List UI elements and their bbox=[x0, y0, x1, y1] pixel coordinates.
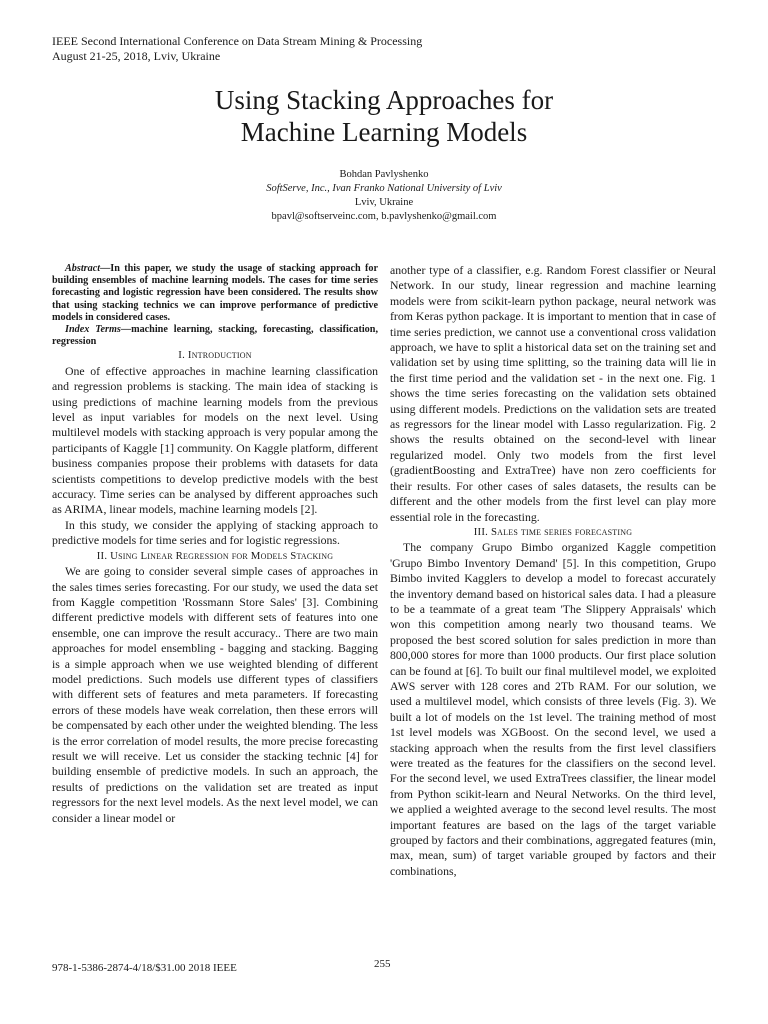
section-title: Using Linear Regression for Models Stacking bbox=[110, 549, 334, 562]
author-email: bpavl@softserveinc.com, b.pavlyshenko@gmail.com bbox=[271, 211, 497, 222]
paper-title bbox=[0, 84, 768, 148]
author-location: Lviv, Ukraine bbox=[354, 197, 414, 208]
page-number: 255 bbox=[374, 958, 391, 970]
section-title: Sales time series forecasting bbox=[490, 525, 633, 538]
index-terms bbox=[52, 324, 378, 348]
author-affiliation: SoftServe, Inc., Ivan Franko National University of Lviv bbox=[266, 183, 502, 194]
paragraph: One of effective approaches in machine learning classification and regression problems is stacking. The main idea of stacking is using predictions of machine learning models from the previous level as input variables for models on the next level. Using multilevel models with stacking approach is very popular among the participants of Kaggle [1] community. On Kaggle platform, different business companies propose their problems with datasets for data scientists competitions to develop predictive models with the best accuracy. Time series can be analysed by different approaches such as ARIMA, linear models, machine learning models [2]. bbox=[52, 363, 378, 517]
author-name: Bohdan Pavlyshenko bbox=[339, 169, 429, 180]
left-column bbox=[52, 263, 378, 826]
section-heading-3 bbox=[390, 525, 716, 540]
author-block bbox=[0, 168, 768, 224]
section-heading-2 bbox=[52, 549, 378, 564]
abstract-text: —In this paper, we study the usage of stacking approach for building ensembles of machine learning models. The cases for time series forecasting and logistic regression have been considered. The results show that using stacking technics we can improve performance of predictive models in considered cases. bbox=[52, 263, 378, 323]
title-line-2: Machine Learning Models bbox=[240, 117, 528, 147]
conference-name: IEEE Second International Conference on Data Stream Mining & Processing bbox=[52, 34, 423, 48]
right-column bbox=[390, 263, 716, 879]
conference-header bbox=[52, 34, 422, 64]
index-terms-text: —machine learning, stacking, forecasting, classification, regression bbox=[52, 324, 378, 348]
section-heading-1 bbox=[52, 348, 378, 363]
footer-isbn: 978-1-5386-2874-4/18/$31.00 2018 IEEE bbox=[52, 962, 237, 974]
abstract-label: Abstract bbox=[65, 263, 101, 274]
title-line-1: Using Stacking Approaches for bbox=[214, 85, 554, 115]
index-terms-label: Index Terms bbox=[65, 324, 121, 336]
paragraph: We are going to consider several simple cases of approaches in the sales times series forecasting. For our study, we used the data set from Kaggle competition 'Rossmann Store Sales' [3]. Combining different predictive models with different sets of features into one ensemble, one can improve the result accuracy.. There are two main approaches for model ensembling - bagging and stacking. Bagging is a simple approach when we use weighted blending of different model predictions. Such models use different types of classifiers with different sets of features and meta parameters. If forecasting errors of these models have weak correlation, then these errors will be compensated by each other under the weighted blending. The less is the error correlation of model results, the more precise forecasting result we will receive. Let us consider the stacking technic [4] for building ensemble of predictive models. In such an approach, the results of predictions on the validation set are treated as input regressors for the next level models. As the next level model, we can consider a linear model or bbox=[52, 564, 378, 825]
paragraph: The company Grupo Bimbo organized Kaggle competition 'Grupo Bimbo Inventory Demand' [5]. In this competition, Grupo Bimbo invited Kagglers to develop a model to forecast accurately the inventory demand based on historical sales data. I had a pleasure to be a teammate of a great team 'The Slippery Appraisals' which won this competition among nearly two thousand teams. We proposed the best scored solution for sales prediction in more than 800,000 stores for more than 1000 products. Our first place solution can be found at [6]. To built our final multilevel model, we exploited AWS server with 128 cores and 2Tb RAM. For our solution, we used a multilevel model, which consists of three levels (Fig. 3). We built a lot of models on the 1st level. The training method of most 1st level models was XGBoost. On the second level, we used a stacking approach when the results from the first level classifiers were treated as the features for the classifiers on the second level. For the second level, we used ExtraTrees classifier, the linear model from Python scikit-learn and Neural Networks. On the third level, we applied a weighted average to the second level results. The most important features are based on the lags of the target variable grouped by factors and their combinations, aggregated features (min, max, mean, sum) of target variable grouped by factors and their combinations, bbox=[390, 540, 716, 878]
section-number: III. bbox=[473, 525, 489, 538]
abstract bbox=[52, 263, 378, 324]
section-number: I. bbox=[178, 349, 185, 362]
paragraph: In this study, we consider the applying of stacking approach to predictive models for time series and for logistic regressions. bbox=[52, 517, 378, 548]
paragraph-continued: another type of a classifier, e.g. Random Forest classifier or Neural Network. In our study, linear regression and machine learning models were from scikit-learn python package, neural network was from Keras python package. It is important to mention that in case of time series prediction, we cannot use a conventional cross validation approach, we have to split a historical data set on the training set and validation set by using time splitting, so the training data will lie in the first time period and the validation set - in the next one. Fig. 1 shows the time series forecasting on the validation sets obtained using different models. Predictions on the validation sets are treated as regressors for the linear model with Lasso regularization. Fig. 2 shows the results obtained on the second-level with linear regularized model. Only two models from the first level (gradientBoosting and ExtraTree) have non zero coefficients for their results. For other cases of sales datasets, the results can be different and the other models from the first level can play more essential role in the forecasting. bbox=[390, 263, 716, 524]
section-number: II. bbox=[96, 549, 108, 562]
conference-date: August 21-25, 2018, Lviv, Ukraine bbox=[52, 49, 221, 63]
section-title: Introduction bbox=[187, 349, 252, 362]
